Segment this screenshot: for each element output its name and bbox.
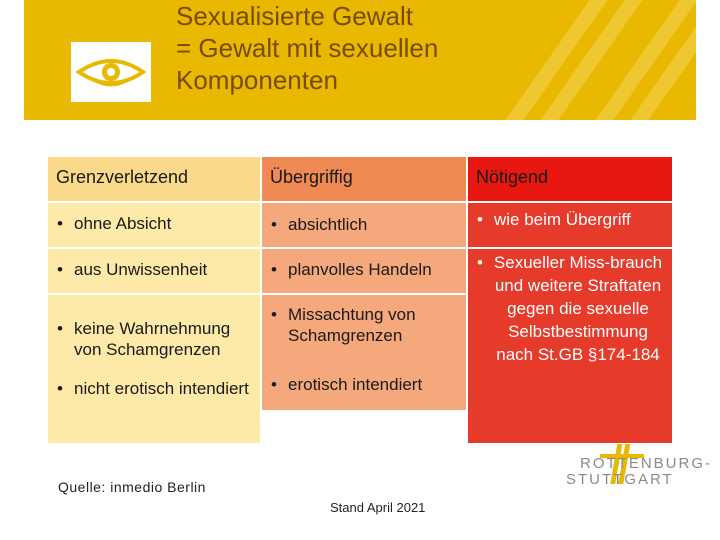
diocese-logo-line1: ROTTENBURG- <box>580 455 712 472</box>
bullet-item: • absichtlich <box>262 214 466 235</box>
bullet-item: • keine Wahrnehmung von Schamgrenzen <box>48 318 250 360</box>
diocese-logo-line2: STUTTGART <box>566 471 674 488</box>
column-header-grenzverletzend: Grenzverletzend <box>48 157 260 201</box>
column-2-item <box>262 203 466 247</box>
bullet-item: • nicht erotisch intendiert <box>48 378 250 399</box>
bullet-item: • Sexueller Miss-brauch und weitere Straftaten gegen die sexuelle Selbstbestimmung nach St.GB §174-184 <box>468 251 666 366</box>
column-3-item <box>468 249 672 443</box>
column-3-item <box>468 203 672 247</box>
bullet-item: • planvolles Handeln <box>262 259 466 280</box>
title-line: Komponenten <box>176 65 338 95</box>
column-1-item <box>48 295 260 443</box>
page-title <box>176 0 438 96</box>
eye-icon <box>71 42 151 102</box>
source-note: Quelle: inmedio Berlin <box>58 479 206 495</box>
bullet-item: • erotisch intendiert <box>262 374 458 395</box>
stand-date: Stand April 2021 <box>330 500 426 515</box>
bullet-item: • ohne Absicht <box>48 213 260 234</box>
column-header-uebergriffig: Übergriffig <box>262 157 466 201</box>
title-line: = Gewalt mit sexuellen <box>176 33 439 63</box>
title-line: Sexualisierte Gewalt <box>176 1 413 31</box>
column-2-item <box>262 249 466 293</box>
column-1-item <box>48 203 260 247</box>
logo <box>71 42 151 102</box>
bullet-item: • wie beim Übergriff <box>468 209 672 230</box>
column-1-item <box>48 249 260 293</box>
header-banner <box>24 0 696 120</box>
bullet-item: • aus Unwissenheit <box>48 259 260 280</box>
column-2-item <box>262 295 466 410</box>
bullet-item: • Missachtung von Schamgrenzen <box>262 304 458 346</box>
column-header-noetigend: Nötigend <box>468 157 672 201</box>
